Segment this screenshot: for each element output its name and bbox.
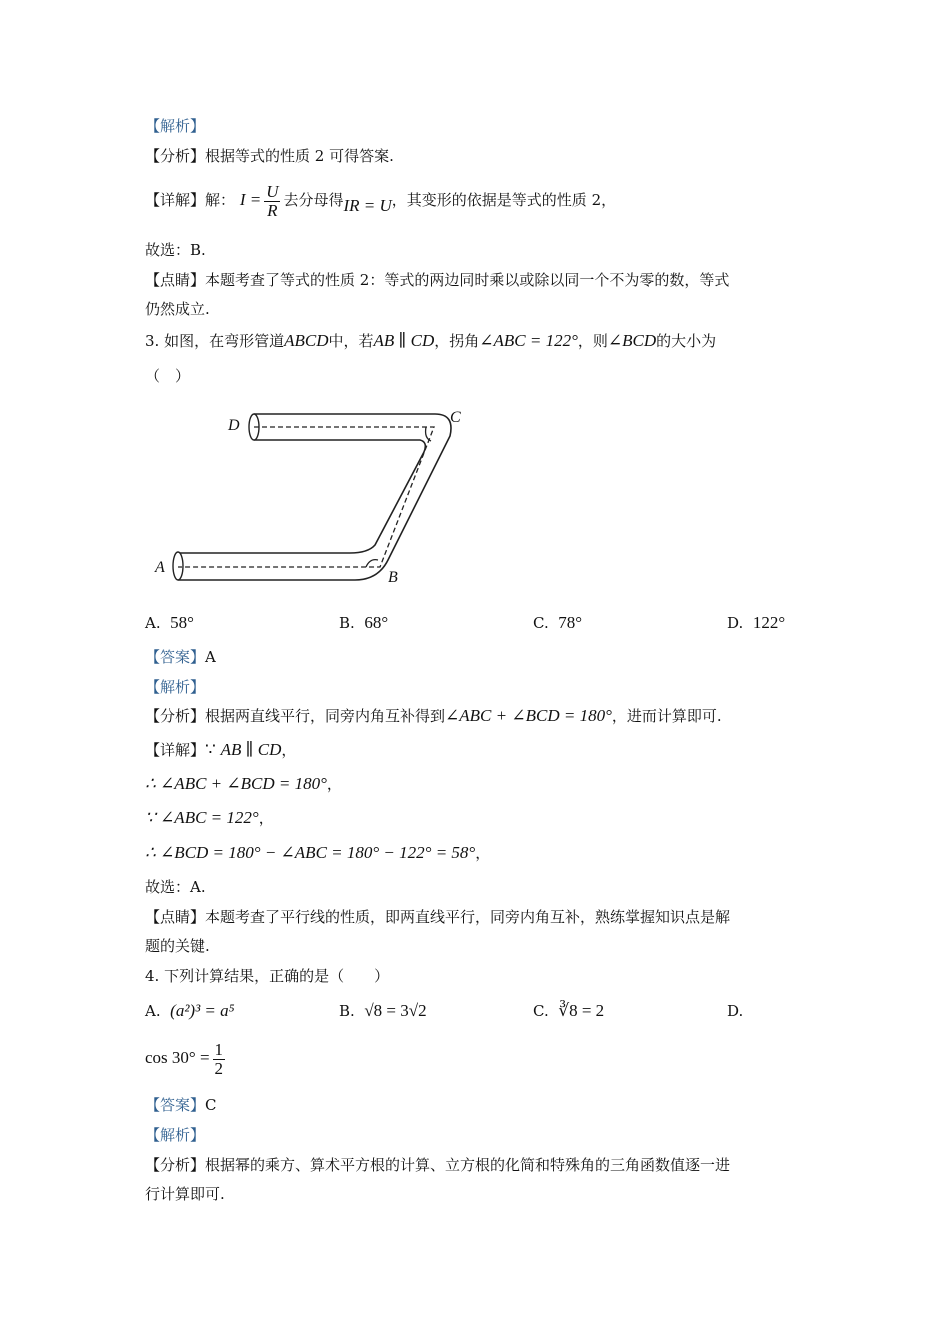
q3-paren: （ ） (145, 367, 191, 385)
q3-stem-i: 的大小为 (656, 332, 717, 350)
q4-option-d-denominator: 2 (214, 1058, 224, 1078)
guxuan-1: 故选：B. (145, 241, 206, 259)
angle-arc-b (366, 560, 378, 567)
q3-stem-g: ，则 (577, 332, 608, 350)
eq1-numerator: U (266, 181, 279, 201)
q3-step-3 (145, 843, 490, 863)
q3-fenxi-b: ∠ABC + ∠BCD = 180° (445, 706, 612, 725)
q3-option-c-value: 78° (558, 613, 583, 632)
q4-option-c (533, 1001, 604, 1021)
xiangjie-text-b: 去分母得 (283, 191, 344, 209)
q3-step-3-expr: ∴ ∠BCD = 180° − ∠ABC = 180° − 122° = 58° (145, 843, 476, 862)
q3-option-a-letter: A. (145, 614, 161, 632)
fenxi-line-1 (145, 146, 394, 166)
q3-option-c (533, 613, 582, 633)
eq1-lhs: I = (239, 190, 262, 209)
q4-answer-line (145, 1095, 217, 1115)
q3-stem-d: AB ∥ CD (373, 331, 435, 350)
q3-option-d-value: 122° (752, 613, 786, 632)
pipe-outline-bottom (178, 440, 425, 553)
q4-option-b (339, 1001, 427, 1021)
q3-stem-c: 中，若 (328, 332, 374, 350)
q4-option-d-expr (145, 1036, 228, 1080)
q3-option-a (145, 613, 194, 633)
q3-fenxi-a: 根据两直线平行，同旁内角互补得到 (205, 707, 446, 725)
label-a: A (155, 559, 165, 576)
q3-dianjing-line-2: 题的关键. (145, 937, 210, 955)
angle-arc-c (426, 427, 431, 441)
q3-jiexi-tag: 【解析】 (145, 678, 206, 696)
q3-xiangjie-b: AB ∥ CD (220, 740, 282, 759)
q3-step-1 (145, 774, 342, 794)
q3-step-2-expr: ∵ ∠ABC = 122° (145, 808, 259, 827)
pipe-end-a (173, 552, 183, 580)
xiangjie-tag: 【详解】 (145, 191, 206, 209)
q3-dianjing-line-1 (145, 907, 730, 927)
q4-jiexi-tag: 【解析】 (145, 1126, 206, 1144)
q4-option-b-value: √8 = 3√2 (364, 1001, 427, 1020)
xiangjie-line-1 (145, 182, 616, 220)
q3-answer-line (145, 647, 216, 667)
xiangjie-text-c: ，其变形的依据是等式的性质 2， (391, 191, 617, 209)
q4-answer-tag: 【答案】 (145, 1096, 206, 1114)
label-c: C (450, 409, 461, 426)
q4-option-c-letter: C. (533, 1002, 549, 1020)
q3-stem-a: 3. 如图，在弯形管道 (145, 332, 285, 350)
q3-option-d-letter: D. (727, 614, 744, 632)
q4-fenxi-line-2: 行计算即可. (145, 1185, 225, 1203)
q4-fenxi-line-1 (145, 1155, 730, 1175)
q4-option-c-value: ∛8 = 2 (558, 1001, 605, 1020)
q4-option-a-value: (a²)³ = a⁵ (170, 1001, 235, 1020)
q3-option-a-value: 58° (170, 613, 194, 632)
q3-stem-e: ，拐角 (434, 332, 480, 350)
label-b: B (388, 569, 398, 586)
eq1-fraction (264, 183, 280, 220)
q3-option-b (339, 613, 388, 633)
xiangjie-text-a: 解： (205, 191, 236, 209)
q3-option-c-letter: C. (533, 614, 549, 632)
q3-option-b-letter: B. (339, 614, 355, 632)
dianjing-text-1: 本题考查了等式的性质 2：等式的两边同时乘以或除以同一个不为零的数，等式 (205, 271, 730, 289)
q3-fenxi-line (145, 706, 722, 726)
q3-step-3-end: ， (475, 844, 491, 862)
q3-stem-h: ∠BCD (607, 331, 657, 350)
q3-fenxi-tag: 【分析】 (145, 707, 206, 725)
dianjing-tag: 【点睛】 (145, 271, 206, 289)
q3-dianjing-tag: 【点睛】 (145, 908, 206, 926)
q4-stem: 4. 下列计算结果，正确的是（ ） (145, 967, 390, 985)
q3-stem (145, 331, 716, 351)
q3-xiangjie-tag: 【详解】 (145, 741, 206, 759)
pipe-figure (150, 400, 480, 595)
q3-dianjing-text-1: 本题考查了平行线的性质，即两直线平行，同旁内角互补，熟练掌握知识点是解 (205, 908, 731, 926)
pipe-outline-top (178, 414, 451, 580)
q3-stem-f: ∠ABC = 122° (479, 331, 578, 350)
q3-xiangjie-a: ∵ (205, 740, 216, 759)
q3-guxuan: 故选：A. (145, 878, 206, 896)
q4-option-d-lhs: cos 30° = (145, 1048, 210, 1067)
label-d: D (228, 417, 240, 434)
eq1-denominator: R (267, 200, 278, 220)
q4-option-a (145, 1001, 235, 1021)
q4-option-a-letter: A. (145, 1002, 161, 1020)
q3-answer: A (205, 648, 216, 666)
q3-option-b-value: 68° (364, 613, 389, 632)
q3-step-1-end: ， (326, 775, 342, 793)
dianjing-line-1 (145, 270, 729, 290)
q4-fenxi-tag: 【分析】 (145, 1156, 206, 1174)
q4-option-d-numerator: 1 (214, 1039, 224, 1059)
q4-option-d: D. (727, 1002, 744, 1020)
q3-step-1-expr: ∴ ∠ABC + ∠BCD = 180° (145, 774, 327, 793)
q4-option-b-letter: B. (339, 1002, 355, 1020)
q4-answer: C (205, 1096, 217, 1114)
eq2: IR = U (343, 196, 392, 215)
q3-step-2-end: ， (258, 809, 274, 827)
q3-step-2 (145, 808, 274, 828)
q4-fenxi-text-1: 根据幂的乘方、算术平方根的计算、立方根的化简和特殊角的三角函数值逐一进 (205, 1156, 731, 1174)
fenxi-text: 根据等式的性质 2 可得答案. (205, 147, 394, 165)
q3-xiangjie-line (145, 740, 296, 760)
fenxi-tag: 【分析】 (145, 147, 206, 165)
q3-fenxi-c: ，进而计算即可. (611, 707, 722, 725)
q3-stem-b: ABCD (284, 331, 329, 350)
q4-option-d-fraction (213, 1041, 226, 1078)
jiexi-tag: 【解析】 (145, 117, 206, 135)
q3-xiangjie-c: ， (281, 741, 297, 759)
q3-answer-tag: 【答案】 (145, 648, 206, 666)
q3-option-d (727, 613, 785, 633)
dianjing-line-2: 仍然成立. (145, 300, 210, 318)
